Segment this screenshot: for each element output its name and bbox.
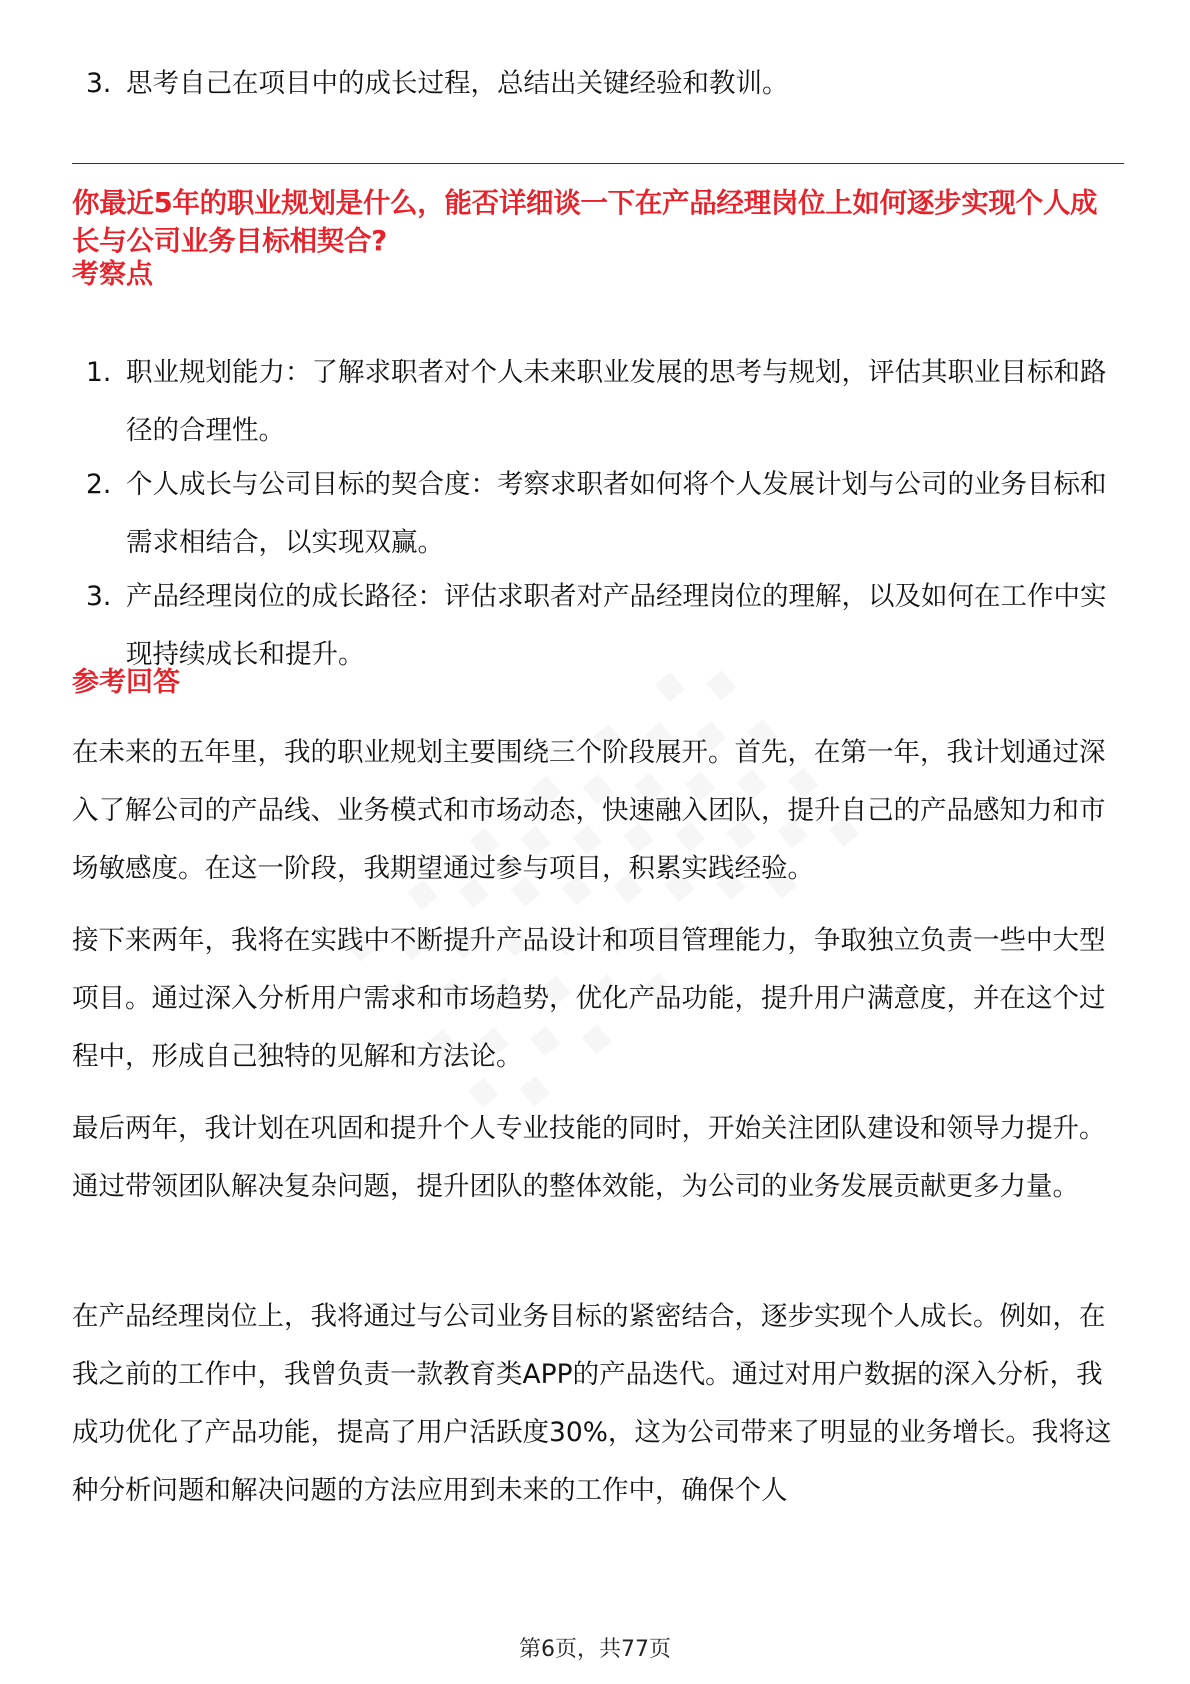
- answer-paragraph: 接下来两年，我将在实践中不断提升产品设计和项目管理能力，争取独立负责一些中大型项目。通过深入分析用户需求和市场趋势，优化产品功能，提升用户满意度，并在这个过程中，形成自己独特的见解和方法论。: [72, 925, 1106, 1072]
- list-text: 个人成长与公司目标的契合度：考察求职者如何将个人发展计划与公司的业务目标和需求相结合，以实现双赢。: [126, 469, 1107, 558]
- answer-paragraph: 最后两年，我计划在巩固和提升个人专业技能的同时，开始关注团队建设和领导力提升。通过带领团队解决复杂问题，提升团队的整体效能，为公司的业务发展贡献更多力量。: [72, 1113, 1106, 1202]
- points-list: [72, 344, 1124, 684]
- section-divider: [72, 163, 1124, 164]
- list-item: [72, 456, 1124, 572]
- list-text: 产品经理岗位的成长路径：评估求职者对产品经理岗位的理解，以及如何在工作中实现持续成长和提升。: [126, 581, 1107, 670]
- list-item: [72, 344, 1124, 460]
- list-number: 2.: [86, 469, 112, 500]
- answer-heading: 参考回答: [72, 667, 180, 698]
- list-number: 1.: [86, 357, 112, 388]
- list-item: [72, 55, 1124, 113]
- question-title: 你最近5年的职业规划是什么，能否详细谈一下在产品经理岗位上如何逐步实现个人成长与公司业务目标相契合?: [72, 187, 1098, 257]
- list-number: 3.: [86, 68, 112, 99]
- points-heading: 考察点: [72, 259, 153, 290]
- answer-paragraph: 在未来的五年里，我的职业规划主要围绕三个阶段展开。首先，在第一年，我计划通过深入了解公司的产品线、业务模式和市场动态，快速融入团队，提升自己的产品感知力和市场敏感度。在这一阶段，我期望通过参与项目，积累实践经验。: [72, 737, 1106, 884]
- list-text: 职业规划能力：了解求职者对个人未来职业发展的思考与规划，评估其职业目标和路径的合理性。: [126, 357, 1107, 446]
- page-footer: 第6页，共77页: [519, 1637, 671, 1662]
- answer-paragraph: 在产品经理岗位上，我将通过与公司业务目标的紧密结合，逐步实现个人成长。例如，在我之前的工作中，我曾负责一款教育类APP的产品迭代。通过对用户数据的深入分析，我成功优化了产品功能，提高了用户活跃度30%，这为公司带来了明显的业务增长。我将这种分析问题和解决问题的方法应用到未来的工作中，确保个人: [72, 1301, 1112, 1506]
- list-item: [72, 568, 1124, 684]
- list-text: 思考自己在项目中的成长过程，总结出关键经验和教训。: [126, 68, 789, 99]
- previous-section-list: [72, 55, 1124, 113]
- list-number: 3.: [86, 581, 112, 612]
